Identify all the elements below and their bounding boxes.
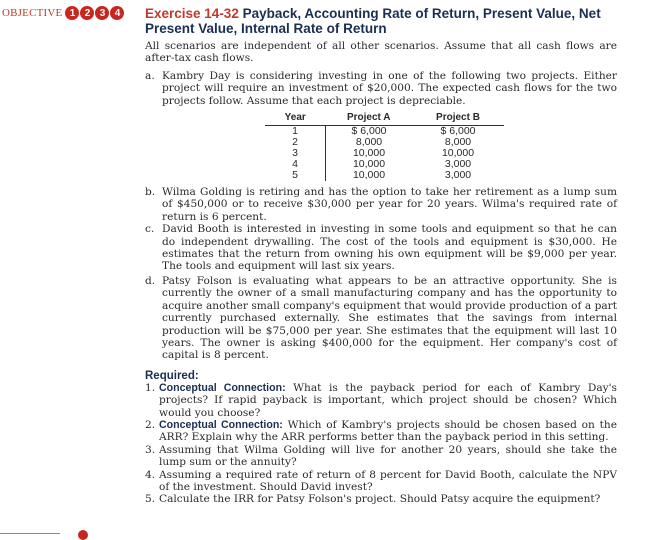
cell-year: 1 bbox=[265, 126, 326, 138]
required-question: Calculate the IRR for Patsy Folson's project. Should Patsy acquire the equipment? bbox=[159, 493, 601, 506]
scenario-label: b. bbox=[145, 186, 156, 199]
required-number: 1. bbox=[145, 381, 156, 394]
conceptual-connection-label: Conceptual Connection: bbox=[159, 381, 286, 394]
cell-project-a: 10,000 bbox=[352, 169, 386, 182]
cash-flow-table bbox=[265, 112, 504, 181]
required-number: 3. bbox=[145, 443, 156, 456]
column-header-project-b: Project B bbox=[412, 112, 504, 126]
objective-number-3: 3 bbox=[95, 6, 109, 20]
cell-project-b: 3,000 bbox=[444, 158, 472, 171]
required-heading: Required: bbox=[145, 369, 199, 382]
intro-text: All scenarios are independent of all other scenarios. Assume that all cash flows are after-tax cash flows. bbox=[145, 40, 617, 65]
required-item-2 bbox=[145, 419, 617, 444]
cell-project-a: 10,000 bbox=[352, 147, 386, 160]
scenario-text: David Booth is interested in investing in some tools and equipment so that he can do independent drywalling. The cost of the tools and equipment is $30,000. He estimates that the return from owning his own equipment will be $9,000 per year. The tools and equipment will last six years. bbox=[162, 223, 617, 273]
scenario-list bbox=[145, 70, 617, 362]
cell-year: 2 bbox=[265, 137, 326, 148]
cell-project-a: $ 6,000 bbox=[351, 125, 387, 138]
objective-number-4: 4 bbox=[110, 6, 124, 20]
exercise-title-text: Payback, Accounting Rate of Return, Present Value, Net Present Value, Internal Rate of Return bbox=[145, 6, 601, 36]
column-header-project-a: Project A bbox=[326, 112, 413, 126]
objective-tag bbox=[2, 6, 124, 20]
scenario-a bbox=[145, 70, 617, 107]
scenario-b bbox=[145, 186, 617, 223]
cell-year: 4 bbox=[265, 159, 326, 170]
scenario-text: Patsy Folson is evaluating what appears to be an attractive opportunity. She is currently the owner of a small manufacturing company and has the opportunity to acquire another small company's equipment that would provide production of a part currently purchased externally. She estimates that the savings from internal production will be $75,000 per year. She estimates that the equipment will last 10 years. The owner is asking $400,000 for the equipment. Her company's cost of capital is 8 percent. bbox=[162, 274, 617, 362]
required-number: 5. bbox=[145, 493, 156, 506]
exercise-content bbox=[145, 6, 617, 506]
table-header-row bbox=[265, 112, 504, 126]
required-text bbox=[159, 419, 617, 444]
objective-label: OBJECTIVE bbox=[2, 7, 63, 19]
required-item-5 bbox=[145, 493, 617, 505]
scenario-c bbox=[145, 223, 617, 273]
cell-year: 3 bbox=[265, 148, 326, 159]
column-header-year: Year bbox=[265, 112, 326, 126]
required-number: 4. bbox=[145, 468, 156, 481]
cell-project-a: 8,000 bbox=[355, 136, 383, 149]
required-question: What is the payback period for each of Kambry Day's projects? If rapid payback is important, which project should be chosen? Which would you choose? bbox=[159, 381, 617, 419]
required-item-1 bbox=[145, 382, 617, 419]
exercise-title bbox=[145, 6, 617, 36]
required-question: Assuming a required rate of return of 8 percent for David Booth, calculate the NPV of the investment. Should David invest? bbox=[159, 468, 617, 493]
objective-number-1: 1 bbox=[65, 6, 79, 20]
exercise-number: Exercise 14-32 bbox=[145, 6, 239, 21]
scenario-text: Wilma Golding is retiring and has the option to take her retirement as a lump sum of $450,000 or to receive $30,000 per year for 20 years. Wilma's required rate of return is 6 percent. bbox=[162, 186, 617, 223]
objective-number-2: 2 bbox=[80, 6, 94, 20]
required-number: 2. bbox=[145, 418, 156, 431]
scenario-text: Kambry Day is considering investing in one of the following two projects. Either project will require an investment of $20,000. The expected cash flows for the two projects follow. Assume that each project is depreciable. bbox=[162, 69, 617, 107]
required-list bbox=[145, 382, 617, 506]
scenario-label: c. bbox=[145, 223, 155, 236]
scenario-label: a. bbox=[145, 69, 155, 82]
cell-year: 5 bbox=[265, 170, 326, 181]
scenario-label: d. bbox=[145, 274, 156, 287]
next-objective-marker bbox=[78, 530, 88, 540]
required-text bbox=[159, 382, 617, 419]
cell-project-b: 3,000 bbox=[444, 169, 472, 182]
required-question: Assuming that Wilma Golding will live for another 20 years, should she take the lump sum or the annuity? bbox=[159, 443, 617, 469]
cell-project-b: 8,000 bbox=[444, 136, 472, 149]
cell-project-a: 10,000 bbox=[352, 158, 386, 171]
required-item-3 bbox=[145, 444, 617, 469]
required-item-4 bbox=[145, 469, 617, 494]
page-divider bbox=[0, 533, 60, 534]
cell-project-b: 10,000 bbox=[441, 147, 475, 160]
scenario-d bbox=[145, 275, 617, 362]
cell-project-b: $ 6,000 bbox=[440, 125, 476, 138]
required-question: Which of Kambry's projects should be chosen based on the ARR? Explain why the ARR performs better than the payback period in this setting. bbox=[159, 418, 617, 444]
conceptual-connection-label: Conceptual Connection: bbox=[159, 418, 283, 431]
table-row bbox=[265, 170, 504, 181]
